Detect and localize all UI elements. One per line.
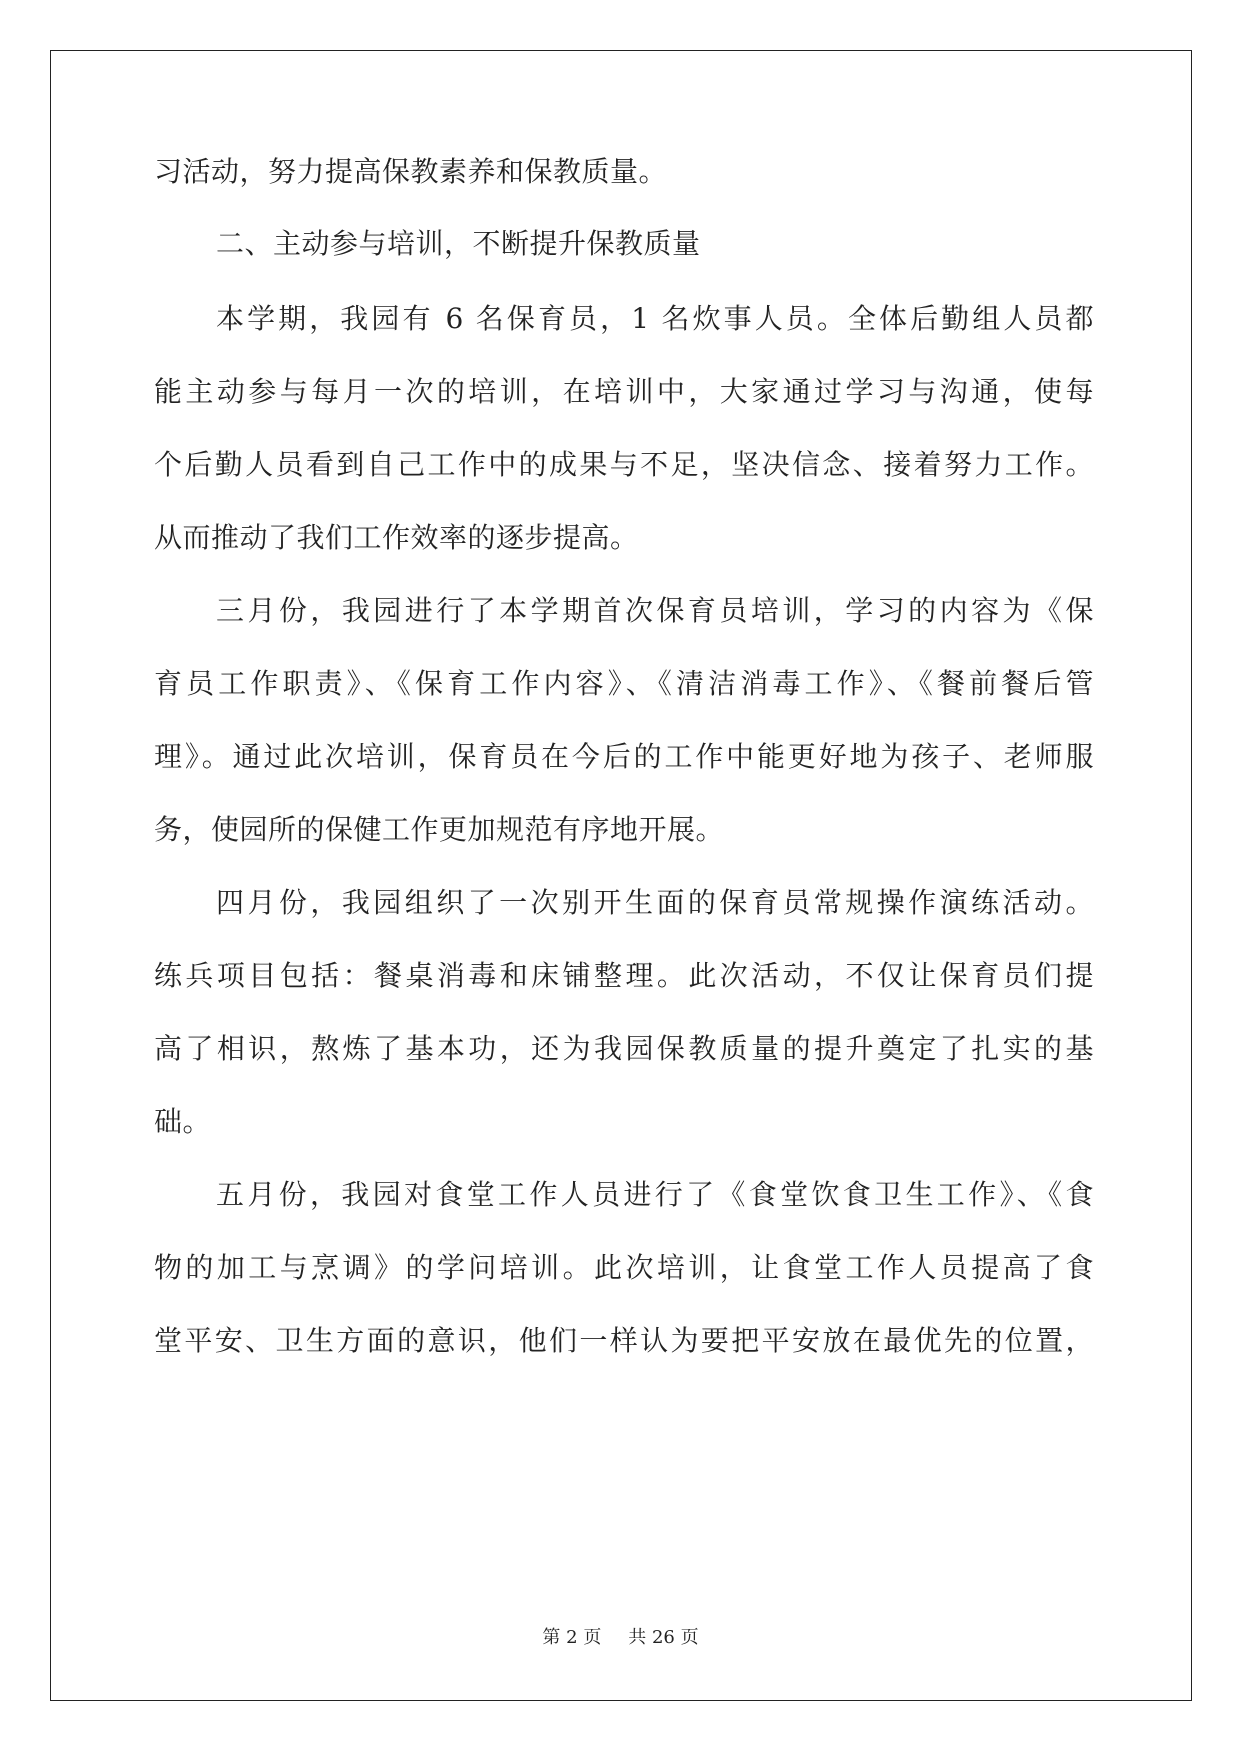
text-line: 四月份，我园组织了一次别开生面的保育员常规操作演练活动。 [216, 886, 1094, 919]
text-line: 物的加工与烹调》的学问培训。此次培训，让食堂工作人员提高了食 [154, 1251, 1094, 1284]
page-number: 第 2 页 [542, 1627, 602, 1648]
text-line: 三月份，我园进行了本学期首次保育员培训，学习的内容为《保 [216, 594, 1094, 627]
text-line: 高了相识，熬炼了基本功，还为我园保教质量的提升奠定了扎实的基 [154, 1032, 1094, 1065]
text-line: 从而推动了我们工作效率的逐步提高。 [154, 521, 639, 554]
text-line: 务，使园所的保健工作更加规范有序地开展。 [154, 813, 725, 846]
text-line: 能主动参与每月一次的培训，在培训中，大家通过学习与沟通，使每 [154, 375, 1094, 408]
text-line: 育员工作职责》、《保育工作内容》、《清洁消毒工作》、《餐前餐后管 [154, 667, 1094, 700]
text-line: 础。 [154, 1105, 212, 1138]
page-total: 共 26 页 [628, 1627, 699, 1648]
text-line: 本学期，我园有 6 名保育员，1 名炊事人员。全体后勤组人员都 [216, 302, 1094, 335]
text-line: 五月份，我园对食堂工作人员进行了《食堂饮食卫生工作》、《食 [216, 1178, 1094, 1211]
text-line: 理》。通过此次培训，保育员在今后的工作中能更好地为孩子、老师服 [154, 740, 1094, 773]
text-line: 习活动，努力提高保教素养和保教质量。 [154, 155, 668, 188]
text-line: 练兵项目包括：餐桌消毒和床铺整理。此次活动，不仅让保育员们提 [154, 959, 1094, 992]
text-line: 个后勤人员看到自己工作中的成果与不足，坚决信念、接着努力工作。 [154, 448, 1094, 481]
page-footer [0, 1623, 1241, 1649]
section-heading: 二、主动参与培训，不断提升保教质量 [216, 227, 701, 260]
text-line: 堂平安、卫生方面的意识，他们一样认为要把平安放在最优先的位置， [154, 1324, 1094, 1357]
